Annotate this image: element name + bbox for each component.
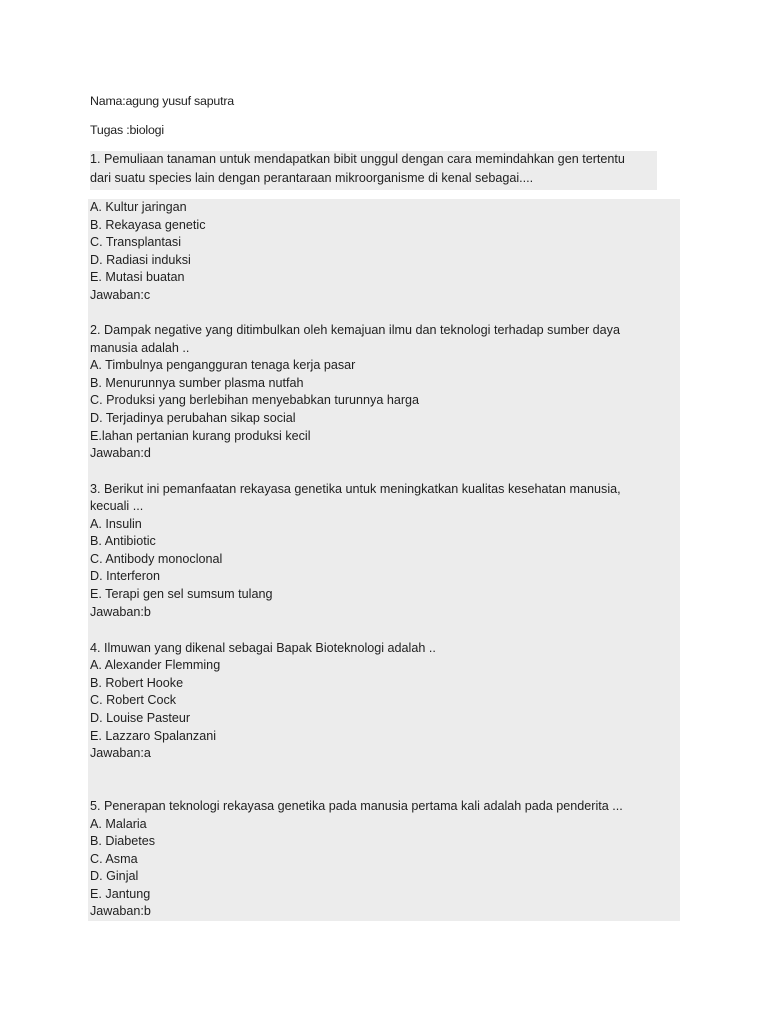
answer: Jawaban:b	[90, 605, 151, 619]
question-text: 5. Penerapan teknologi rekayasa genetika pada manusia pertama kali adalah pada penderita ...	[90, 799, 623, 813]
option-c: C. Antibody monoclonal	[90, 552, 223, 566]
option-e: E. Jantung	[90, 887, 151, 901]
option-e: E.lahan pertanian kurang produksi kecil	[90, 429, 311, 443]
question-text: 1. Pemuliaan tanaman untuk mendapatkan bibit unggul dengan cara memindahkan gen tertentu	[90, 152, 625, 166]
subject-label: Tugas :biologi	[90, 123, 164, 137]
option-e: E. Terapi gen sel sumsum tulang	[90, 587, 273, 601]
option-d: D. Louise Pasteur	[90, 711, 191, 725]
question-text: 4. Ilmuwan yang dikenal sebagai Bapak Bioteknologi adalah ..	[90, 641, 436, 655]
question-text: 2. Dampak negative yang ditimbulkan oleh kemajuan ilmu dan teknologi terhadap sumber daya	[90, 323, 620, 337]
option-b: B. Diabetes	[90, 834, 156, 848]
option-a: A. Alexander Flemming	[90, 658, 221, 672]
question-text: dari suatu species lain dengan perantaraan mikroorganisme di kenal sebagai....	[90, 171, 534, 185]
option-d: D. Ginjal	[90, 869, 139, 883]
answer: Jawaban:b	[90, 904, 151, 918]
question-text: 3. Berikut ini pemanfaatan rekayasa genetika untuk meningkatkan kualitas kesehatan manusia,	[90, 482, 621, 496]
option-d: D. Interferon	[90, 569, 160, 583]
answer: Jawaban:a	[90, 746, 151, 760]
option-d: D. Terjadinya perubahan sikap social	[90, 411, 296, 425]
option-d: D. Radiasi induksi	[90, 253, 191, 267]
option-a: A. Kultur jaringan	[90, 200, 187, 214]
option-b: B. Antibiotic	[90, 534, 156, 548]
option-b: B. Robert Hooke	[90, 676, 184, 690]
option-c: C. Produksi yang berlebihan menyebabkan turunnya harga	[90, 393, 420, 407]
option-a: A. Timbulnya pengangguran tenaga kerja pasar	[90, 358, 356, 372]
option-b: B. Rekayasa genetic	[90, 218, 206, 232]
answer: Jawaban:d	[90, 446, 151, 460]
question-text: manusia adalah ..	[90, 341, 190, 355]
answer: Jawaban:c	[90, 288, 151, 302]
option-e: E. Mutasi buatan	[90, 270, 185, 284]
question-text: kecuali ...	[90, 499, 144, 513]
student-name: Nama:agung yusuf saputra	[90, 94, 234, 108]
option-c: C. Transplantasi	[90, 235, 181, 249]
option-c: C. Asma	[90, 852, 138, 866]
option-e: E. Lazzaro Spalanzani	[90, 729, 217, 743]
option-b: B. Menurunnya sumber plasma nutfah	[90, 376, 304, 390]
option-a: A. Insulin	[90, 517, 142, 531]
option-a: A. Malaria	[90, 817, 147, 831]
option-c: C. Robert Cock	[90, 693, 177, 707]
